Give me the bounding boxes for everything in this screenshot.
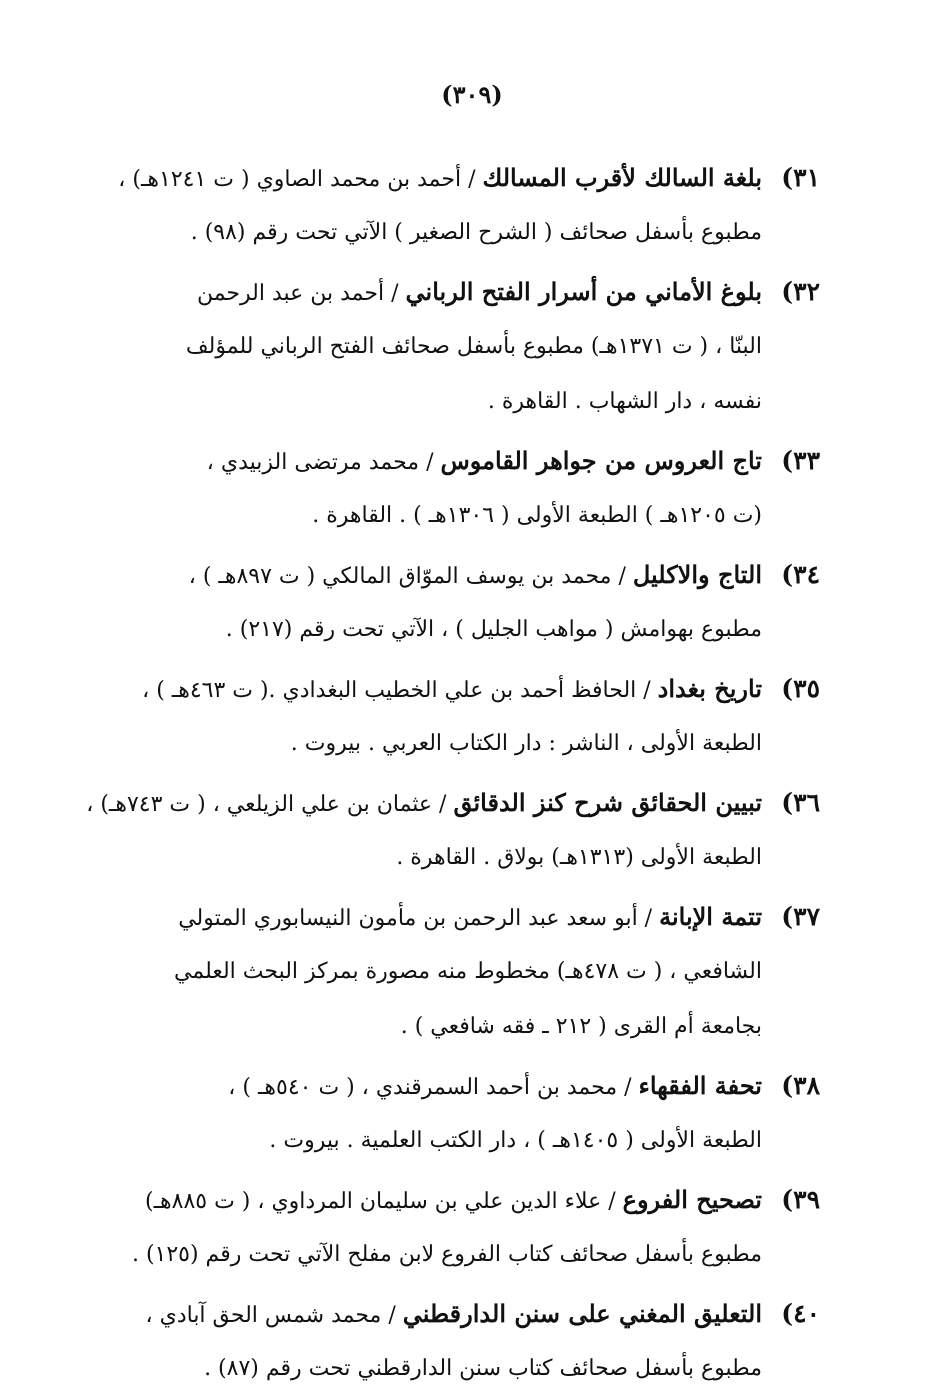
entry-first-line bbox=[130, 264, 762, 319]
entry-number: ٣٩) bbox=[781, 1185, 820, 1214]
entry-author: / عثمان بن علي الزيلعي ، ( ت ٧٤٣هـ) ، bbox=[86, 792, 454, 817]
entry-number: ٣٢) bbox=[781, 277, 820, 306]
entry-title: بلغة السالك لأقرب المسالك bbox=[482, 163, 762, 192]
entry-title: تبيين الحقائق شرح كنز الدقائق bbox=[453, 788, 762, 817]
entry-title: التاج والاكليل bbox=[632, 560, 762, 589]
entry-line: مطبوع بهوامش ( مواهب الجليل ) ، الآتي تحت رقم (٢١٧) . bbox=[225, 617, 762, 642]
entry-line: نفسه ، دار الشهاب . القاهرة . bbox=[487, 389, 762, 414]
entry-number: ٣٥) bbox=[781, 674, 820, 703]
entry-first-line bbox=[118, 150, 762, 205]
bibliography-entry bbox=[86, 775, 820, 885]
entry-line: (ت ١٢٠٥هـ ) الطبعة الأولى ( ١٣٠٦هـ ) . القاهرة . bbox=[312, 503, 762, 528]
entry-author: / الحافظ أحمد بن علي الخطيب البغدادي .( ت ٤٦٣هـ ) ، bbox=[142, 678, 658, 703]
entry-title: التعليق المغني على سنن الدارقطني bbox=[402, 1299, 762, 1328]
entry-line: الطبعة الأولى ، الناشر : دار الكتاب العربي . بيروت . bbox=[290, 731, 762, 756]
entry-line: الطبعة الأولى ( ١٤٠٥هـ ) ، دار الكتب العلمية . بيروت . bbox=[269, 1128, 762, 1153]
entry-author: / محمد شمس الحق آبادي ، bbox=[145, 1303, 403, 1328]
entry-first-line bbox=[130, 1172, 762, 1227]
entry-author: / علاء الدين علي بن سليمان المرداوي ، ( ت ٨٨٥هـ) bbox=[145, 1189, 623, 1214]
entry-first-line bbox=[130, 1286, 762, 1341]
entry-title: تصحيح الفروع bbox=[622, 1185, 762, 1214]
entry-author: / محمد بن يوسف الموّاق المالكي ( ت ٨٩٧هـ ) ، bbox=[188, 564, 633, 589]
entry-number: ٤٠) bbox=[781, 1299, 820, 1328]
entry-number: ٣٤) bbox=[781, 560, 820, 589]
bibliography-entry bbox=[130, 547, 820, 657]
entry-line: الشافعي ، ( ت ٤٧٨هـ) مخطوط منه مصورة بمركز البحث العلمي bbox=[174, 959, 762, 984]
bibliography-entry bbox=[130, 433, 820, 543]
entry-author: / أحمد بن محمد الصاوي ( ت ١٢٤١هـ) ، bbox=[118, 167, 483, 192]
bibliography-entry bbox=[130, 1172, 820, 1282]
entry-number: ٣٨) bbox=[781, 1071, 820, 1100]
entry-line: البنّا ، ( ت ١٣٧١هـ) مطبوع بأسفل صحائف الفتح الرباني للمؤلف bbox=[185, 334, 762, 359]
entry-line: الطبعة الأولى (١٣١٣هـ) بولاق . القاهرة . bbox=[396, 845, 762, 870]
bibliography-entry bbox=[130, 889, 820, 1054]
entry-author: / محمد بن أحمد السمرقندي ، ( ت ٥٤٠هـ ) ، bbox=[228, 1075, 639, 1100]
bibliography-entry bbox=[130, 1058, 820, 1168]
entry-first-line bbox=[86, 775, 762, 830]
entry-number: ٣٣) bbox=[781, 446, 820, 475]
entry-title: تتمة الإبانة bbox=[659, 902, 762, 931]
bibliography-list bbox=[86, 150, 820, 1400]
entry-first-line bbox=[130, 547, 762, 602]
entry-title: تحفة الفقهاء bbox=[638, 1071, 762, 1100]
entry-first-line bbox=[130, 661, 762, 716]
entry-line: مطبوع بأسفل صحائف كتاب سنن الدارقطني تحت رقم (٨٧) . bbox=[204, 1356, 762, 1381]
bibliography-entry bbox=[130, 264, 820, 429]
entry-author: / محمد مرتضى الزبيدي ، bbox=[206, 450, 441, 475]
entry-number: ٣٧) bbox=[781, 902, 820, 931]
entry-title: تاريخ بغداد bbox=[657, 674, 762, 703]
entry-author: / أحمد بن عبد الرحمن bbox=[196, 281, 406, 306]
entry-number: ٣٦) bbox=[781, 788, 820, 817]
entry-line: بجامعة أم القرى ( ٢١٢ ـ فقه شافعي ) . bbox=[400, 1014, 762, 1039]
bibliography-entry bbox=[130, 1286, 820, 1396]
entry-title: بلوغ الأماني من أسرار الفتح الرباني bbox=[405, 277, 762, 306]
page-number: (٣٠٩) bbox=[441, 80, 503, 109]
entry-line: مطبوع بأسفل صحائف كتاب الفروع لابن مفلح الآتي تحت رقم (١٢٥) . bbox=[131, 1242, 762, 1267]
entry-number: ٣١) bbox=[781, 163, 820, 192]
entry-author: / أبو سعد عبد الرحمن بن مأمون النيسابوري المتولي bbox=[178, 906, 660, 931]
bibliography-entry bbox=[118, 150, 820, 260]
entry-title: تاج العروس من جواهر القاموس bbox=[440, 446, 762, 475]
entry-line: مطبوع بأسفل صحائف ( الشرح الصغير ) الآتي تحت رقم (٩٨) . bbox=[190, 220, 762, 245]
entry-first-line bbox=[130, 1058, 762, 1113]
entry-first-line bbox=[130, 889, 762, 944]
entry-first-line bbox=[130, 433, 762, 488]
bibliography-entry bbox=[130, 661, 820, 771]
